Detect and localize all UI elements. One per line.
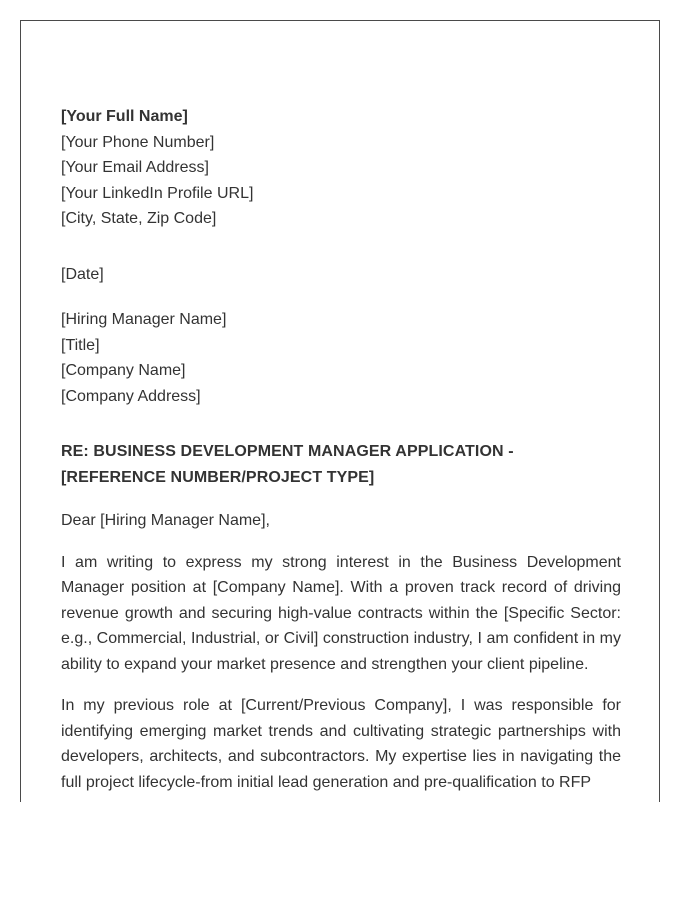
- letter-body: [61, 104, 621, 795]
- subject-line: RE: BUSINESS DEVELOPMENT MANAGER APPLICATION - [REFERENCE NUMBER/PROJECT TYPE]: [61, 443, 514, 486]
- letter-date: [Date]: [61, 265, 104, 283]
- date-block: [61, 262, 621, 288]
- recipient-block: [61, 307, 621, 409]
- sender-full-name: [Your Full Name]: [61, 108, 188, 125]
- recipient-company-name: [Company Name]: [61, 362, 186, 379]
- sender-linkedin: [Your LinkedIn Profile URL]: [61, 184, 254, 202]
- sender-block: [61, 104, 621, 232]
- letter-page: [20, 20, 660, 802]
- sender-email: [Your Email Address]: [61, 159, 209, 176]
- body-paragraph-2: In my previous role at [Current/Previous Company], I was responsible for identifying emerging market trends and cultivating strategic partnerships with developers, architects, and subcontractors. My expertise lies in navigating the full project lifecycle-from initial lead generation and pre-qualification to RFP: [61, 697, 621, 791]
- sender-phone: [Your Phone Number]: [61, 133, 215, 151]
- recipient-company-address: [Company Address]: [61, 387, 201, 405]
- body-paragraph-1: I am writing to express my strong interest in the Business Development Manager position at [Company Name]. With a proven track record of driving revenue growth and securing high-value contracts within the [Specific Sector: e.g., Commercial, Industrial, or Civil] construction industry, I am confident in my ability to expand your market presence and strengthen your client pipeline.: [61, 553, 621, 673]
- recipient-title: [Title]: [61, 336, 100, 354]
- recipient-manager-name: [Hiring Manager Name]: [61, 311, 227, 328]
- salutation: Dear [Hiring Manager Name],: [61, 512, 270, 529]
- sender-location: [City, State, Zip Code]: [61, 210, 217, 227]
